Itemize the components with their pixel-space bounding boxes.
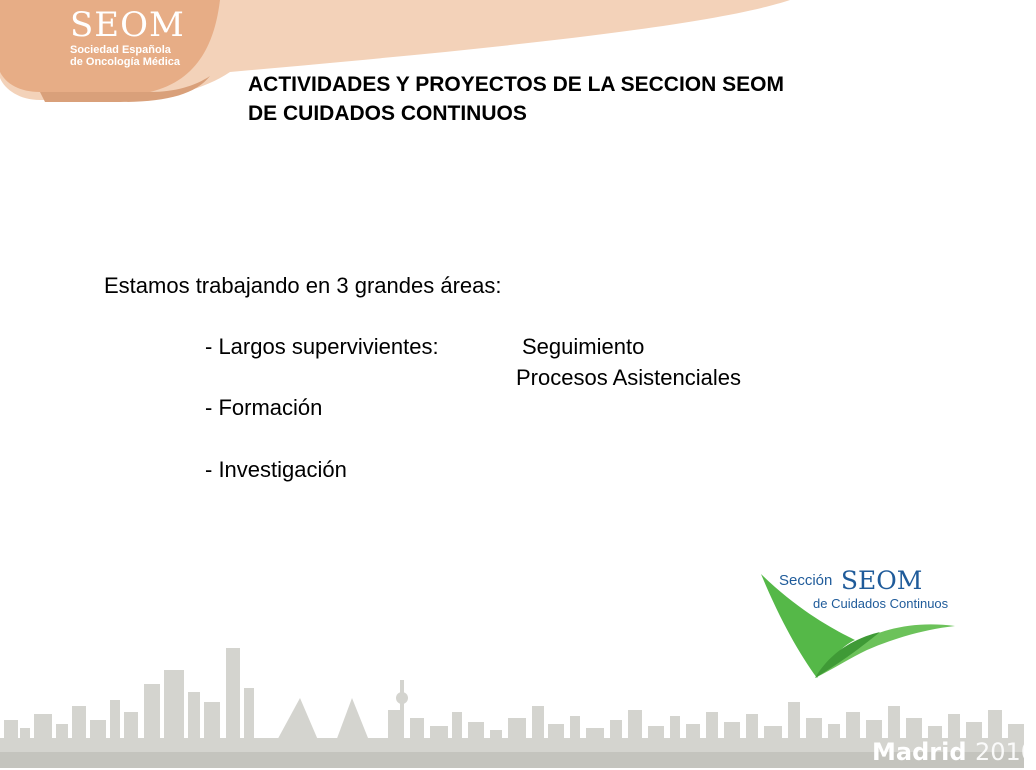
intro-text: Estamos trabajando en 3 grandes áreas: bbox=[104, 273, 502, 298]
list-item-detail-seguimiento: Seguimiento bbox=[522, 334, 645, 359]
footer-year: 2010 bbox=[974, 738, 1036, 766]
logo-seccion-word: Sección bbox=[779, 572, 833, 589]
seom-subtitle-line2: de Oncología Médica bbox=[70, 56, 181, 68]
madrid-skyline bbox=[0, 640, 1024, 768]
list-item-largos-supervivientes: - Largos supervivientes: bbox=[205, 334, 439, 359]
list-item-investigacion: - Investigación bbox=[205, 457, 347, 482]
footer-city: Madrid bbox=[872, 738, 967, 766]
logo-cuidados-line: de Cuidados Continuos bbox=[813, 596, 949, 612]
seom-subtitle-line1: Sociedad Española bbox=[70, 44, 171, 56]
seom-title: SEOM bbox=[70, 5, 185, 45]
list-item-detail-procesos: Procesos Asistenciales bbox=[516, 365, 741, 390]
logo-seom-word: SEOM bbox=[840, 566, 923, 595]
seom-banner-text bbox=[70, 6, 200, 68]
slide-title bbox=[248, 70, 948, 128]
slide-title-line1: ACTIVIDADES Y PROYECTOS DE LA SECCION SEOM bbox=[248, 73, 784, 96]
list-item-formacion: - Formación bbox=[205, 395, 323, 420]
footer-madrid-2010 bbox=[872, 738, 1036, 770]
slide-title-line2: DE CUIDADOS CONTINUOS bbox=[248, 102, 527, 125]
